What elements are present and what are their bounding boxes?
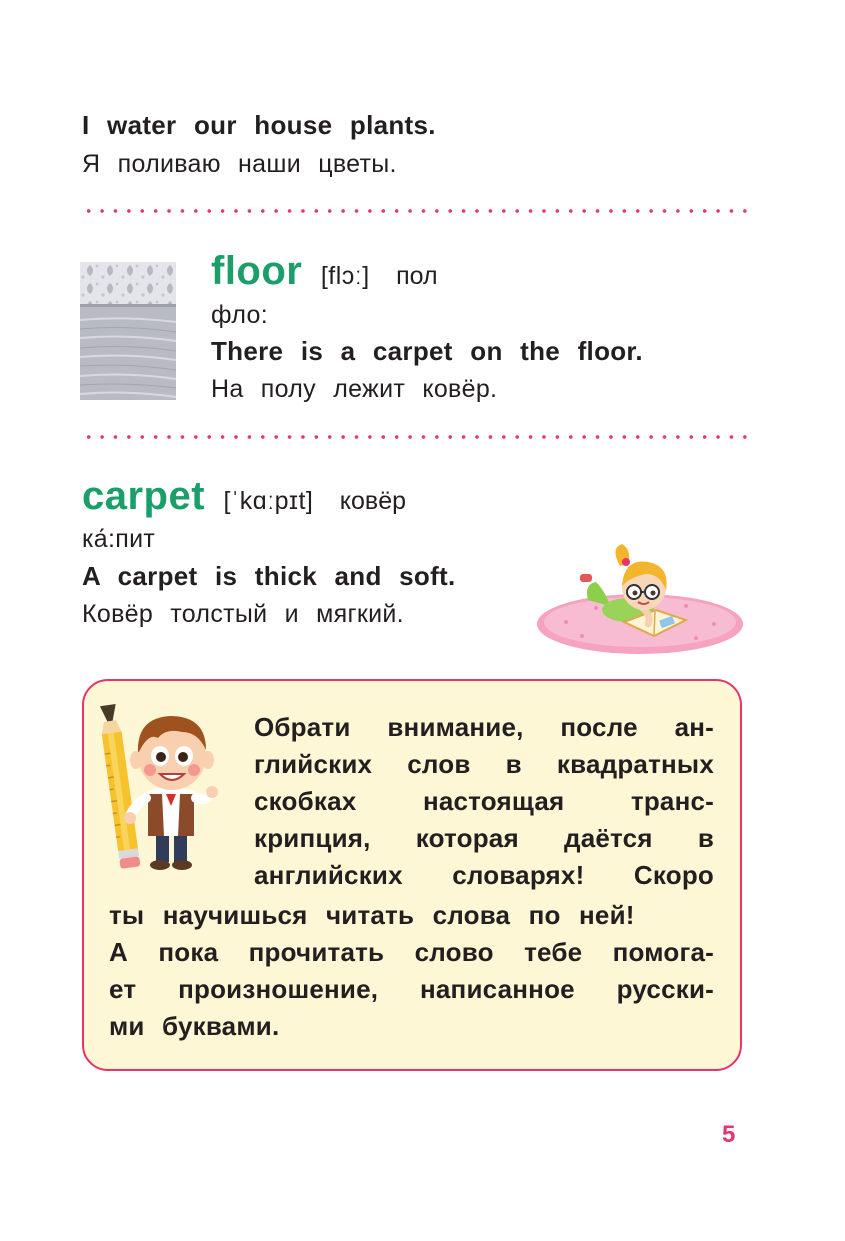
floor-pronunciation: фло: xyxy=(211,301,268,329)
note-text-line: ми буквами. xyxy=(109,1011,280,1041)
boy-with-pencil-icon xyxy=(100,702,226,872)
carpet-transcription: [ˈkɑːpɪt] xyxy=(223,487,314,515)
carpet-translation: ковёр xyxy=(339,487,407,515)
note-text-line: глийских слов в квадратных xyxy=(254,749,714,779)
floor-example-russian: На полу лежит ковёр. xyxy=(211,375,498,403)
note-text-line: ты научишься читать слова по ней! xyxy=(109,900,635,930)
note-text-line: ет произношение, написанное русски- xyxy=(109,974,714,1004)
carpet-pronunciation: ка́:пит xyxy=(82,525,156,553)
intro-russian-sentence: Я поливаю наши цветы. xyxy=(82,150,397,178)
carpet-example-english: A carpet is thick and soft. xyxy=(82,561,456,591)
girl-reading-on-rug-icon xyxy=(536,536,748,658)
floor-headword: floor xyxy=(211,249,303,293)
floor-picture-icon xyxy=(80,262,176,400)
floor-transcription: [flɔː] xyxy=(320,262,370,290)
dotted-divider xyxy=(82,434,747,440)
note-text-line: Обрати внимание, после ан- xyxy=(254,712,714,742)
page-number: 5 xyxy=(722,1121,736,1148)
carpet-headword: carpet xyxy=(82,474,206,518)
carpet-headword-line xyxy=(82,474,406,519)
note-text-line: английских словарях! Скоро xyxy=(254,860,714,890)
floor-example-english: There is a carpet on the floor. xyxy=(211,336,643,366)
note-text-line: А пока прочитать слово тебе помога- xyxy=(109,937,714,967)
dotted-divider xyxy=(82,208,747,214)
floor-translation: пол xyxy=(396,262,438,290)
note-text-line: скобках настоящая транс- xyxy=(254,786,714,816)
carpet-example-russian: Ковёр толстый и мягкий. xyxy=(82,600,404,628)
floor-headword-line xyxy=(211,249,438,294)
intro-english-sentence: I water our house plants. xyxy=(82,110,436,140)
note-text-line: крипция, которая даётся в xyxy=(254,823,714,853)
